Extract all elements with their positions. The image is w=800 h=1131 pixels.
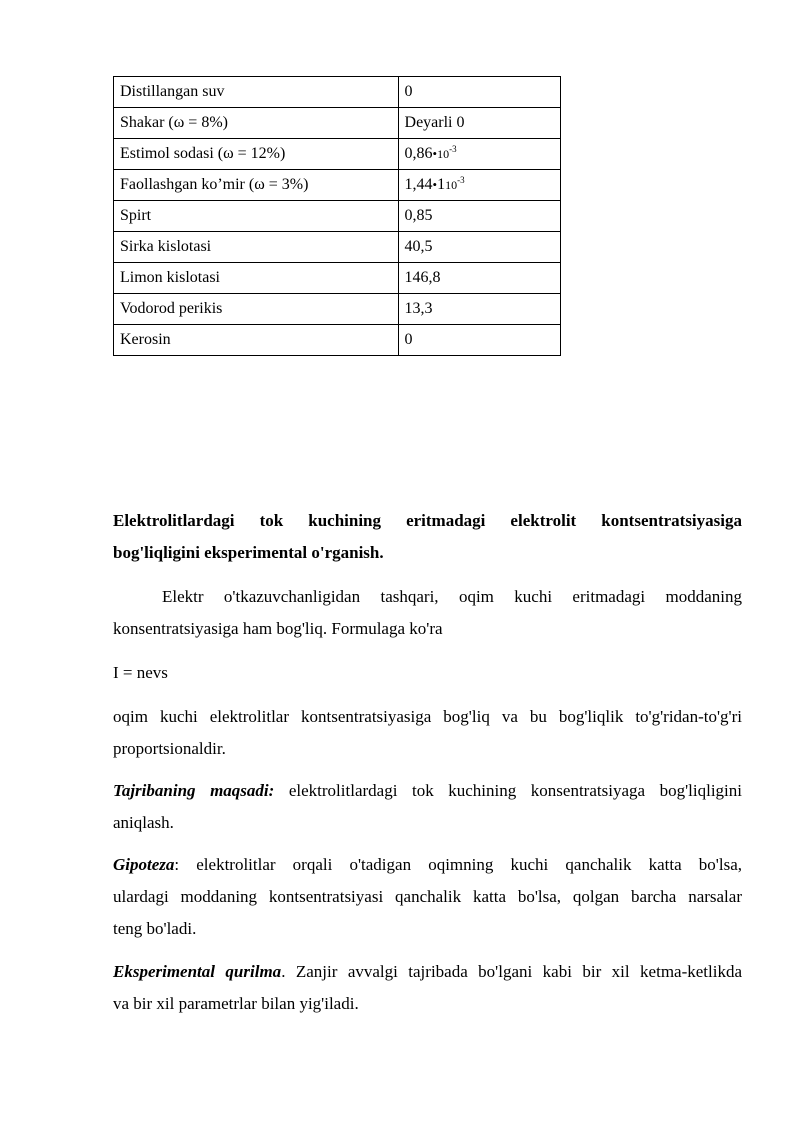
hypothesis-text: : elektrolitlar orqali o'tadigan oqimning kuchi qanchalik katta bo'lsa, <box>174 855 742 874</box>
hypothesis-label: Gipoteza <box>113 855 175 874</box>
table-row <box>114 170 561 201</box>
paragraph-line: ulardagi moddaning kontsentratsiyasi qanchalik katta bo'lsa, qolgan barcha narsalar <box>113 887 742 906</box>
multiply-dot: • <box>432 146 438 161</box>
paragraph-line: proportsionaldir. <box>113 739 226 758</box>
intro-paragraph <box>113 581 742 645</box>
table-cell-value <box>398 170 560 201</box>
table-cell-value <box>398 139 560 170</box>
table-cell-value: 0,85 <box>398 201 560 232</box>
value-mid: 1 <box>437 176 446 193</box>
table-cell-substance: Shakar (ω = 8%) <box>114 108 399 139</box>
paragraph-line: va bir xil parametrlar bilan yig'iladi. <box>113 994 359 1013</box>
table-row <box>114 232 561 263</box>
multiply-dot: • <box>432 177 438 192</box>
paragraph-line: aniqlash. <box>113 813 174 832</box>
table-row <box>114 201 561 232</box>
heading-line: bog'liqligini eksperimental o'rganish. <box>113 543 384 562</box>
table-cell-substance: Sirka kislotasi <box>114 232 399 263</box>
value-prefix: 1,44 <box>404 176 433 193</box>
power-base: 10 <box>437 147 450 161</box>
table-cell-substance: Limon kislotasi <box>114 263 399 294</box>
formula: I = nevs <box>113 663 168 682</box>
paragraph-line: oqim kuchi elektrolitlar kontsentratsiyasiga bog'liq va bu bog'liqlik to'g'ridan-to'g'ri <box>113 707 742 726</box>
table-row <box>114 325 561 356</box>
paragraph-line <box>113 956 742 988</box>
table-row <box>114 77 561 108</box>
table-cell-value: 13,3 <box>398 294 560 325</box>
table-cell-value: 0 <box>398 325 560 356</box>
power-base: 10 <box>445 178 458 192</box>
table-cell-value: Deyarli 0 <box>398 108 560 139</box>
aim-text: elektrolitlardagi tok kuchining konsentratsiyaga bog'liqligini <box>274 781 742 800</box>
paragraph-line: konsentratsiyasiga ham bog'liq. Formulaga ko'ra <box>113 619 443 638</box>
power-exponent: -3 <box>449 144 457 154</box>
table-cell-substance: Distillangan suv <box>114 77 399 108</box>
power-exponent: -3 <box>457 175 465 185</box>
hypothesis-paragraph <box>113 849 742 945</box>
table-cell-substance <box>114 139 399 170</box>
setup-text: . Zanjir avvalgi tajribada bo'lgani kabi bir xil ketma-ketlikda <box>281 962 743 981</box>
heading-line: Elektrolitlardagi tok kuchining eritmadagi elektrolit kontsentratsiyasiga <box>113 511 742 530</box>
table-row <box>114 294 561 325</box>
conductivity-table <box>113 76 561 356</box>
substance-name: Estimol sodasi (ω = 12%) <box>120 145 286 162</box>
table-cell-substance: Spirt <box>114 201 399 232</box>
aim-paragraph <box>113 775 742 839</box>
table-row <box>114 263 561 294</box>
table-row <box>114 108 561 139</box>
paragraph-line: Elektr o'tkazuvchanligidan tashqari, oqim kuchi eritmadagi moddaning <box>162 587 742 606</box>
paragraph-line <box>113 775 742 807</box>
table-cell-value: 146,8 <box>398 263 560 294</box>
value-prefix: 0,86 <box>404 145 433 162</box>
table-cell-value: 40,5 <box>398 232 560 263</box>
setup-label: Eksperimental qurilma <box>113 962 282 981</box>
table-row <box>114 139 561 170</box>
table-cell-substance: Faollashgan ko’mir (ω = 3%) <box>114 170 399 201</box>
setup-paragraph <box>113 956 742 1020</box>
paragraph-line <box>113 849 742 881</box>
aim-label: Tajribaning maqsadi <box>113 781 269 800</box>
table-cell-substance: Kerosin <box>114 325 399 356</box>
table-cell-value: 0 <box>398 77 560 108</box>
aim-colon: : <box>268 781 275 800</box>
section-heading <box>113 505 742 569</box>
table-cell-substance: Vodorod perikis <box>114 294 399 325</box>
current-paragraph <box>113 701 742 765</box>
paragraph-line: teng bo'ladi. <box>113 919 197 938</box>
